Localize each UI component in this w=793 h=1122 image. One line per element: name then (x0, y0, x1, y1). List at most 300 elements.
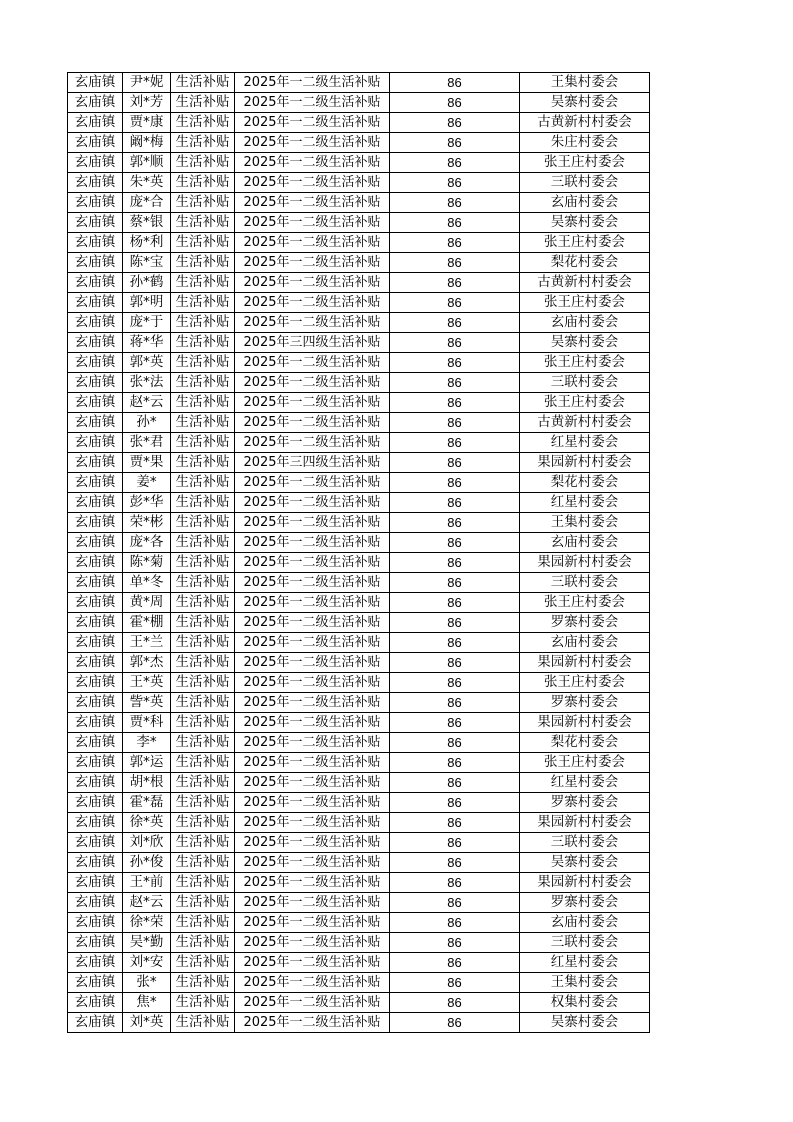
table-row (68, 353, 650, 373)
name-cell: 刘*欣 (123, 833, 171, 853)
village-committee-cell: 玄庙村委会 (520, 313, 650, 333)
town-cell: 玄庙镇 (68, 853, 123, 873)
table-row (68, 433, 650, 453)
category-cell: 生活补贴 (171, 933, 235, 953)
amount-cell: 86 (390, 713, 520, 733)
village-committee-cell: 张王庄村委会 (520, 593, 650, 613)
village-committee-cell: 三联村委会 (520, 933, 650, 953)
subsidy-type-cell: 2025年一二级生活补贴 (235, 893, 390, 913)
name-cell: 蒋*华 (123, 333, 171, 353)
amount-cell: 86 (390, 613, 520, 633)
village-committee-cell: 红星村委会 (520, 773, 650, 793)
category-cell: 生活补贴 (171, 793, 235, 813)
amount-cell: 86 (390, 113, 520, 133)
town-cell: 玄庙镇 (68, 293, 123, 313)
subsidy-type-cell: 2025年一二级生活补贴 (235, 573, 390, 593)
subsidy-type-cell: 2025年一二级生活补贴 (235, 513, 390, 533)
amount-cell: 86 (390, 353, 520, 373)
table-body (68, 73, 650, 1033)
category-cell: 生活补贴 (171, 133, 235, 153)
town-cell: 玄庙镇 (68, 793, 123, 813)
category-cell: 生活补贴 (171, 993, 235, 1013)
name-cell: 王*英 (123, 673, 171, 693)
name-cell: 孙*鹤 (123, 273, 171, 293)
table-row (68, 153, 650, 173)
table-row (68, 793, 650, 813)
amount-cell: 86 (390, 793, 520, 813)
table-row (68, 993, 650, 1013)
village-committee-cell: 张王庄村委会 (520, 153, 650, 173)
amount-cell: 86 (390, 993, 520, 1013)
subsidy-type-cell: 2025年一二级生活补贴 (235, 393, 390, 413)
amount-cell: 86 (390, 413, 520, 433)
category-cell: 生活补贴 (171, 193, 235, 213)
subsidy-type-cell: 2025年一二级生活补贴 (235, 313, 390, 333)
subsidy-type-cell: 2025年一二级生活补贴 (235, 693, 390, 713)
table-row (68, 893, 650, 913)
table-row (68, 873, 650, 893)
village-committee-cell: 三联村委会 (520, 373, 650, 393)
amount-cell: 86 (390, 213, 520, 233)
amount-cell: 86 (390, 313, 520, 333)
table-row (68, 593, 650, 613)
amount-cell: 86 (390, 553, 520, 573)
category-cell: 生活补贴 (171, 353, 235, 373)
category-cell: 生活补贴 (171, 313, 235, 333)
town-cell: 玄庙镇 (68, 933, 123, 953)
town-cell: 玄庙镇 (68, 73, 123, 93)
category-cell: 生活补贴 (171, 973, 235, 993)
category-cell: 生活补贴 (171, 653, 235, 673)
category-cell: 生活补贴 (171, 813, 235, 833)
village-committee-cell: 张王庄村委会 (520, 393, 650, 413)
name-cell: 孙* (123, 413, 171, 433)
village-committee-cell: 红星村委会 (520, 953, 650, 973)
amount-cell: 86 (390, 893, 520, 913)
subsidy-type-cell: 2025年一二级生活补贴 (235, 713, 390, 733)
town-cell: 玄庙镇 (68, 253, 123, 273)
amount-cell: 86 (390, 253, 520, 273)
table-row (68, 673, 650, 693)
amount-cell: 86 (390, 333, 520, 353)
subsidy-type-cell: 2025年一二级生活补贴 (235, 933, 390, 953)
subsidy-type-cell: 2025年一二级生活补贴 (235, 973, 390, 993)
village-committee-cell: 吴寨村委会 (520, 213, 650, 233)
table-row (68, 373, 650, 393)
village-committee-cell: 王集村委会 (520, 973, 650, 993)
subsidy-type-cell: 2025年一二级生活补贴 (235, 853, 390, 873)
table-row (68, 773, 650, 793)
name-cell: 贾*科 (123, 713, 171, 733)
table-row (68, 633, 650, 653)
category-cell: 生活补贴 (171, 593, 235, 613)
village-committee-cell: 权集村委会 (520, 993, 650, 1013)
table-row (68, 613, 650, 633)
amount-cell: 86 (390, 833, 520, 853)
amount-cell: 86 (390, 753, 520, 773)
table-row (68, 173, 650, 193)
subsidy-type-cell: 2025年一二级生活补贴 (235, 433, 390, 453)
name-cell: 黄*周 (123, 593, 171, 613)
town-cell: 玄庙镇 (68, 93, 123, 113)
subsidy-type-cell: 2025年一二级生活补贴 (235, 953, 390, 973)
town-cell: 玄庙镇 (68, 753, 123, 773)
category-cell: 生活补贴 (171, 713, 235, 733)
name-cell: 王*前 (123, 873, 171, 893)
subsidy-table (67, 72, 650, 1033)
table-row (68, 753, 650, 773)
table-row (68, 713, 650, 733)
name-cell: 庞*各 (123, 533, 171, 553)
village-committee-cell: 罗寨村委会 (520, 693, 650, 713)
amount-cell: 86 (390, 293, 520, 313)
category-cell: 生活补贴 (171, 493, 235, 513)
name-cell: 单*冬 (123, 573, 171, 593)
category-cell: 生活补贴 (171, 373, 235, 393)
name-cell: 郭*英 (123, 353, 171, 373)
village-committee-cell: 红星村委会 (520, 493, 650, 513)
town-cell: 玄庙镇 (68, 493, 123, 513)
town-cell: 玄庙镇 (68, 453, 123, 473)
name-cell: 郭*顺 (123, 153, 171, 173)
amount-cell: 86 (390, 973, 520, 993)
table-row (68, 733, 650, 753)
category-cell: 生活补贴 (171, 953, 235, 973)
town-cell: 玄庙镇 (68, 113, 123, 133)
table-row (68, 693, 650, 713)
town-cell: 玄庙镇 (68, 373, 123, 393)
amount-cell: 86 (390, 133, 520, 153)
subsidy-type-cell: 2025年一二级生活补贴 (235, 653, 390, 673)
village-committee-cell: 果园新村村委会 (520, 713, 650, 733)
subsidy-type-cell: 2025年一二级生活补贴 (235, 233, 390, 253)
subsidy-type-cell: 2025年一二级生活补贴 (235, 793, 390, 813)
amount-cell: 86 (390, 433, 520, 453)
village-committee-cell: 果园新村村委会 (520, 453, 650, 473)
table-row (68, 193, 650, 213)
name-cell: 赵*云 (123, 393, 171, 413)
category-cell: 生活补贴 (171, 473, 235, 493)
village-committee-cell: 王集村委会 (520, 513, 650, 533)
name-cell: 蔡*银 (123, 213, 171, 233)
subsidy-type-cell: 2025年一二级生活补贴 (235, 773, 390, 793)
town-cell: 玄庙镇 (68, 953, 123, 973)
amount-cell: 86 (390, 953, 520, 973)
table-row (68, 833, 650, 853)
table-row (68, 453, 650, 473)
subsidy-type-cell: 2025年一二级生活补贴 (235, 253, 390, 273)
town-cell: 玄庙镇 (68, 473, 123, 493)
category-cell: 生活补贴 (171, 213, 235, 233)
town-cell: 玄庙镇 (68, 153, 123, 173)
amount-cell: 86 (390, 653, 520, 673)
name-cell: 訾*英 (123, 693, 171, 713)
category-cell: 生活补贴 (171, 573, 235, 593)
table-row (68, 133, 650, 153)
category-cell: 生活补贴 (171, 613, 235, 633)
table-row (68, 493, 650, 513)
town-cell: 玄庙镇 (68, 213, 123, 233)
name-cell: 徐*荣 (123, 913, 171, 933)
subsidy-type-cell: 2025年一二级生活补贴 (235, 613, 390, 633)
town-cell: 玄庙镇 (68, 573, 123, 593)
town-cell: 玄庙镇 (68, 913, 123, 933)
village-committee-cell: 果园新村村委会 (520, 553, 650, 573)
village-committee-cell: 张王庄村委会 (520, 233, 650, 253)
subsidy-type-cell: 2025年一二级生活补贴 (235, 213, 390, 233)
village-committee-cell: 梨花村委会 (520, 733, 650, 753)
village-committee-cell: 张王庄村委会 (520, 293, 650, 313)
amount-cell: 86 (390, 733, 520, 753)
table-row (68, 473, 650, 493)
category-cell: 生活补贴 (171, 773, 235, 793)
category-cell: 生活补贴 (171, 913, 235, 933)
town-cell: 玄庙镇 (68, 553, 123, 573)
name-cell: 吴*勤 (123, 933, 171, 953)
table-row (68, 253, 650, 273)
name-cell: 赵*云 (123, 893, 171, 913)
village-committee-cell: 三联村委会 (520, 173, 650, 193)
town-cell: 玄庙镇 (68, 673, 123, 693)
town-cell: 玄庙镇 (68, 893, 123, 913)
amount-cell: 86 (390, 473, 520, 493)
town-cell: 玄庙镇 (68, 773, 123, 793)
category-cell: 生活补贴 (171, 153, 235, 173)
category-cell: 生活补贴 (171, 833, 235, 853)
name-cell: 陈*菊 (123, 553, 171, 573)
table-row (68, 553, 650, 573)
village-committee-cell: 罗寨村委会 (520, 893, 650, 913)
town-cell: 玄庙镇 (68, 613, 123, 633)
village-committee-cell: 古黄新村村委会 (520, 113, 650, 133)
village-committee-cell: 红星村委会 (520, 433, 650, 453)
subsidy-type-cell: 2025年三四级生活补贴 (235, 453, 390, 473)
village-committee-cell: 三联村委会 (520, 573, 650, 593)
category-cell: 生活补贴 (171, 893, 235, 913)
subsidy-type-cell: 2025年一二级生活补贴 (235, 353, 390, 373)
table-row (68, 573, 650, 593)
town-cell: 玄庙镇 (68, 233, 123, 253)
town-cell: 玄庙镇 (68, 693, 123, 713)
table-row (68, 333, 650, 353)
table-row (68, 533, 650, 553)
category-cell: 生活补贴 (171, 413, 235, 433)
amount-cell: 86 (390, 813, 520, 833)
amount-cell: 86 (390, 493, 520, 513)
name-cell: 刘*英 (123, 1013, 171, 1033)
subsidy-type-cell: 2025年一二级生活补贴 (235, 833, 390, 853)
town-cell: 玄庙镇 (68, 193, 123, 213)
name-cell: 陈*宝 (123, 253, 171, 273)
town-cell: 玄庙镇 (68, 533, 123, 553)
amount-cell: 86 (390, 853, 520, 873)
amount-cell: 86 (390, 873, 520, 893)
village-committee-cell: 张王庄村委会 (520, 753, 650, 773)
village-committee-cell: 果园新村村委会 (520, 653, 650, 673)
name-cell: 张*君 (123, 433, 171, 453)
category-cell: 生活补贴 (171, 273, 235, 293)
table-row (68, 213, 650, 233)
town-cell: 玄庙镇 (68, 273, 123, 293)
name-cell: 王*兰 (123, 633, 171, 653)
subsidy-type-cell: 2025年一二级生活补贴 (235, 113, 390, 133)
subsidy-type-cell: 2025年三四级生活补贴 (235, 333, 390, 353)
category-cell: 生活补贴 (171, 673, 235, 693)
name-cell: 杨*利 (123, 233, 171, 253)
village-committee-cell: 罗寨村委会 (520, 613, 650, 633)
subsidy-type-cell: 2025年一二级生活补贴 (235, 93, 390, 113)
name-cell: 贾*康 (123, 113, 171, 133)
town-cell: 玄庙镇 (68, 713, 123, 733)
name-cell: 阚*梅 (123, 133, 171, 153)
village-committee-cell: 玄庙村委会 (520, 633, 650, 653)
category-cell: 生活补贴 (171, 533, 235, 553)
category-cell: 生活补贴 (171, 173, 235, 193)
amount-cell: 86 (390, 173, 520, 193)
table-row (68, 293, 650, 313)
name-cell: 郭*运 (123, 753, 171, 773)
table-row (68, 953, 650, 973)
amount-cell: 86 (390, 913, 520, 933)
category-cell: 生活补贴 (171, 853, 235, 873)
town-cell: 玄庙镇 (68, 413, 123, 433)
village-committee-cell: 果园新村村委会 (520, 873, 650, 893)
subsidy-type-cell: 2025年一二级生活补贴 (235, 193, 390, 213)
category-cell: 生活补贴 (171, 73, 235, 93)
town-cell: 玄庙镇 (68, 833, 123, 853)
category-cell: 生活补贴 (171, 433, 235, 453)
name-cell: 霍*棚 (123, 613, 171, 633)
amount-cell: 86 (390, 693, 520, 713)
name-cell: 孙*俊 (123, 853, 171, 873)
village-committee-cell: 梨花村委会 (520, 473, 650, 493)
subsidy-type-cell: 2025年一二级生活补贴 (235, 153, 390, 173)
name-cell: 郭*明 (123, 293, 171, 313)
amount-cell: 86 (390, 773, 520, 793)
village-committee-cell: 玄庙村委会 (520, 533, 650, 553)
table-row (68, 973, 650, 993)
subsidy-type-cell: 2025年一二级生活补贴 (235, 293, 390, 313)
amount-cell: 86 (390, 273, 520, 293)
village-committee-cell: 梨花村委会 (520, 253, 650, 273)
town-cell: 玄庙镇 (68, 353, 123, 373)
category-cell: 生活补贴 (171, 513, 235, 533)
amount-cell: 86 (390, 633, 520, 653)
subsidy-type-cell: 2025年一二级生活补贴 (235, 733, 390, 753)
category-cell: 生活补贴 (171, 93, 235, 113)
name-cell: 徐*英 (123, 813, 171, 833)
town-cell: 玄庙镇 (68, 633, 123, 653)
town-cell: 玄庙镇 (68, 593, 123, 613)
name-cell: 尹*妮 (123, 73, 171, 93)
subsidy-type-cell: 2025年一二级生活补贴 (235, 173, 390, 193)
name-cell: 焦* (123, 993, 171, 1013)
village-committee-cell: 玄庙村委会 (520, 913, 650, 933)
category-cell: 生活补贴 (171, 553, 235, 573)
village-committee-cell: 吴寨村委会 (520, 93, 650, 113)
village-committee-cell: 古黄新村村委会 (520, 413, 650, 433)
table-row (68, 313, 650, 333)
table-row (68, 813, 650, 833)
town-cell: 玄庙镇 (68, 313, 123, 333)
category-cell: 生活补贴 (171, 253, 235, 273)
amount-cell: 86 (390, 93, 520, 113)
name-cell: 刘*安 (123, 953, 171, 973)
village-committee-cell: 张王庄村委会 (520, 353, 650, 373)
village-committee-cell: 三联村委会 (520, 833, 650, 853)
town-cell: 玄庙镇 (68, 813, 123, 833)
subsidy-type-cell: 2025年一二级生活补贴 (235, 873, 390, 893)
name-cell: 庞*于 (123, 313, 171, 333)
table-row (68, 853, 650, 873)
subsidy-type-cell: 2025年一二级生活补贴 (235, 133, 390, 153)
name-cell: 张* (123, 973, 171, 993)
name-cell: 荣*彬 (123, 513, 171, 533)
amount-cell: 86 (390, 933, 520, 953)
category-cell: 生活补贴 (171, 453, 235, 473)
table-row (68, 1013, 650, 1033)
amount-cell: 86 (390, 673, 520, 693)
amount-cell: 86 (390, 393, 520, 413)
subsidy-type-cell: 2025年一二级生活补贴 (235, 493, 390, 513)
subsidy-type-cell: 2025年一二级生活补贴 (235, 1013, 390, 1033)
name-cell: 朱*英 (123, 173, 171, 193)
subsidy-type-cell: 2025年一二级生活补贴 (235, 913, 390, 933)
name-cell: 刘*芳 (123, 93, 171, 113)
table-row (68, 113, 650, 133)
village-committee-cell: 玄庙村委会 (520, 193, 650, 213)
subsidy-type-cell: 2025年一二级生活补贴 (235, 73, 390, 93)
town-cell: 玄庙镇 (68, 173, 123, 193)
category-cell: 生活补贴 (171, 293, 235, 313)
table-row (68, 233, 650, 253)
amount-cell: 86 (390, 373, 520, 393)
subsidy-type-cell: 2025年一二级生活补贴 (235, 993, 390, 1013)
category-cell: 生活补贴 (171, 1013, 235, 1033)
name-cell: 李* (123, 733, 171, 753)
table-row (68, 913, 650, 933)
village-committee-cell: 朱庄村委会 (520, 133, 650, 153)
table-row (68, 653, 650, 673)
table-row (68, 73, 650, 93)
village-committee-cell: 古黄新村村委会 (520, 273, 650, 293)
town-cell: 玄庙镇 (68, 653, 123, 673)
amount-cell: 86 (390, 573, 520, 593)
amount-cell: 86 (390, 453, 520, 473)
category-cell: 生活补贴 (171, 333, 235, 353)
subsidy-type-cell: 2025年一二级生活补贴 (235, 413, 390, 433)
town-cell: 玄庙镇 (68, 333, 123, 353)
table-row (68, 93, 650, 113)
town-cell: 玄庙镇 (68, 973, 123, 993)
subsidy-type-cell: 2025年一二级生活补贴 (235, 473, 390, 493)
subsidy-type-cell: 2025年一二级生活补贴 (235, 373, 390, 393)
amount-cell: 86 (390, 513, 520, 533)
table-row (68, 273, 650, 293)
village-committee-cell: 果园新村村委会 (520, 813, 650, 833)
name-cell: 胡*根 (123, 773, 171, 793)
table-row (68, 933, 650, 953)
village-committee-cell: 王集村委会 (520, 73, 650, 93)
name-cell: 贾*果 (123, 453, 171, 473)
village-committee-cell: 吴寨村委会 (520, 333, 650, 353)
subsidy-type-cell: 2025年一二级生活补贴 (235, 533, 390, 553)
name-cell: 霍*磊 (123, 793, 171, 813)
town-cell: 玄庙镇 (68, 433, 123, 453)
name-cell: 姜* (123, 473, 171, 493)
subsidy-type-cell: 2025年一二级生活补贴 (235, 753, 390, 773)
town-cell: 玄庙镇 (68, 133, 123, 153)
